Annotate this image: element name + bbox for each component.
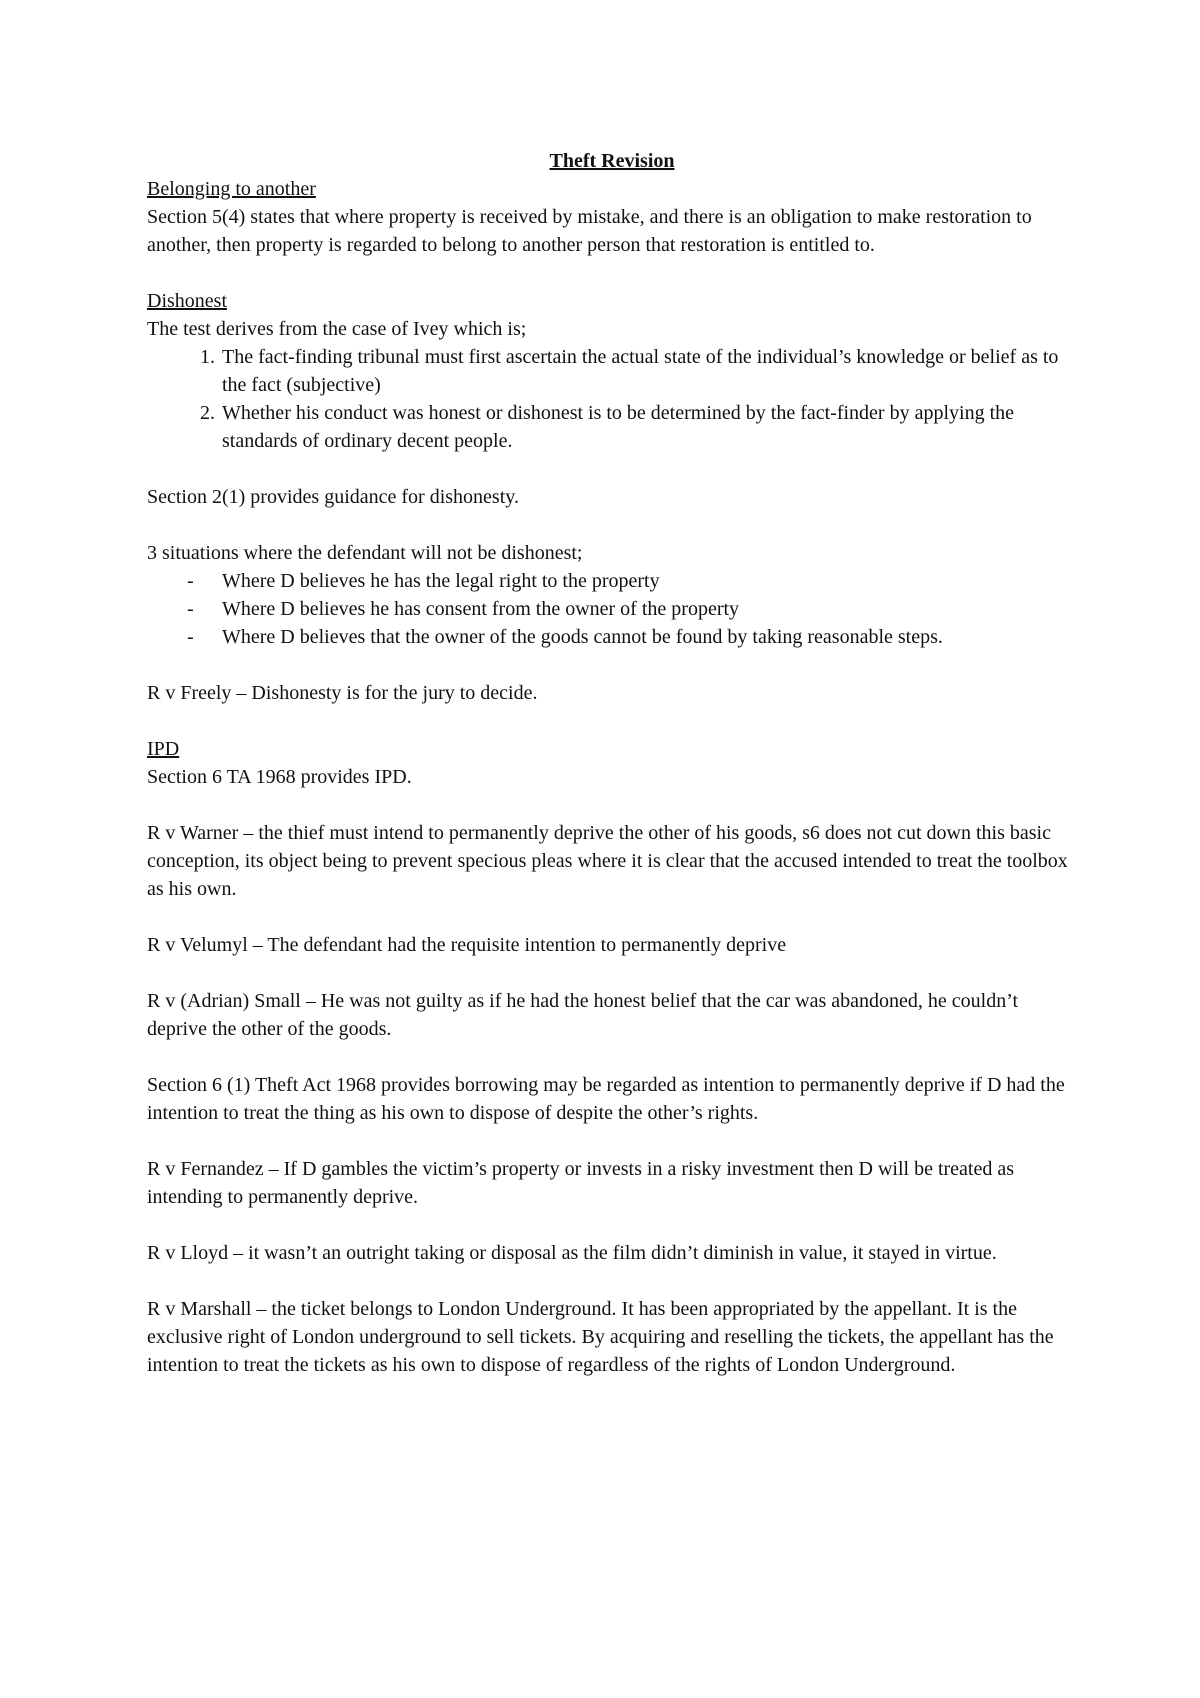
list-item: - Where D believes that the owner of the goods cannot be found by taking reasonable steps. (147, 623, 1077, 651)
list-item: 1. The fact-finding tribunal must first ascertain the actual state of the individual’s knowledge or belief as to the fact (subjective) (220, 343, 1077, 399)
spacer (147, 455, 1077, 483)
paragraph-ivey-intro: The test derives from the case of Ivey which is; (147, 318, 527, 340)
paragraph-freely: R v Freely – Dishonesty is for the jury to decide. (147, 682, 538, 704)
heading-belonging: Belonging to another (147, 178, 316, 200)
situations-list (147, 567, 1077, 651)
spacer (147, 1043, 1077, 1071)
document-title: Theft Revision (549, 150, 675, 172)
spacer (147, 511, 1077, 539)
paragraph-warner: R v Warner – the thief must intend to permanently deprive the other of his goods, s6 does not cut down this basic conception, its object being to prevent specious pleas where it is clear that the accused intended to treat the toolbox as his own. (147, 822, 1068, 900)
paragraph-marshall: R v Marshall – the ticket belongs to London Underground. It has been appropriated by the appellant. It is the exclusive right of London underground to sell tickets. By acquiring and reselling the tickets, the appellant has the intention to treat the tickets as his own to dispose of regardless of the rights of London Underground. (147, 1298, 1054, 1376)
spacer (147, 651, 1077, 679)
heading-dishonest: Dishonest (147, 290, 227, 312)
paragraph-section-2: Section 2(1) provides guidance for dishonesty. (147, 486, 519, 508)
paragraph-belonging: Section 5(4) states that where property is received by mistake, and there is an obligation to make restoration to another, then property is regarded to belong to another person that restoration is entitled to. (147, 206, 1032, 256)
spacer (147, 959, 1077, 987)
paragraph-fernandez: R v Fernandez – If D gambles the victim’s property or invests in a risky investment then D will be treated as intending to permanently deprive. (147, 1158, 1015, 1208)
spacer (147, 1267, 1077, 1295)
spacer (147, 903, 1077, 931)
paragraph-situations-intro: 3 situations where the defendant will not be dishonest; (147, 542, 583, 564)
spacer (147, 791, 1077, 819)
document-page (147, 147, 1077, 1379)
paragraph-lloyd: R v Lloyd – it wasn’t an outright taking or disposal as the film didn’t diminish in value, it stayed in virtue. (147, 1242, 997, 1264)
spacer (147, 707, 1077, 735)
list-item: - Where D believes he has consent from the owner of the property (147, 595, 1077, 623)
paragraph-section-6-1: Section 6 (1) Theft Act 1968 provides borrowing may be regarded as intention to permanently deprive if D had the intention to treat the thing as his own to dispose of despite the other’s rights. (147, 1074, 1065, 1124)
paragraph-section-6: Section 6 TA 1968 provides IPD. (147, 766, 412, 788)
paragraph-small: R v (Adrian) Small – He was not guilty as if he had the honest belief that the car was abandoned, he couldn’t deprive the other of the goods. (147, 990, 1019, 1040)
paragraph-velumyl: R v Velumyl – The defendant had the requisite intention to permanently deprive (147, 934, 787, 956)
spacer (147, 1127, 1077, 1155)
list-item: - Where D believes he has the legal right to the property (147, 567, 1077, 595)
list-item: 2. Whether his conduct was honest or dishonest is to be determined by the fact-finder by applying the standards of ordinary decent people. (220, 399, 1077, 455)
ivey-test-list (147, 343, 1077, 455)
spacer (147, 259, 1077, 287)
heading-ipd: IPD (147, 738, 180, 760)
spacer (147, 1211, 1077, 1239)
